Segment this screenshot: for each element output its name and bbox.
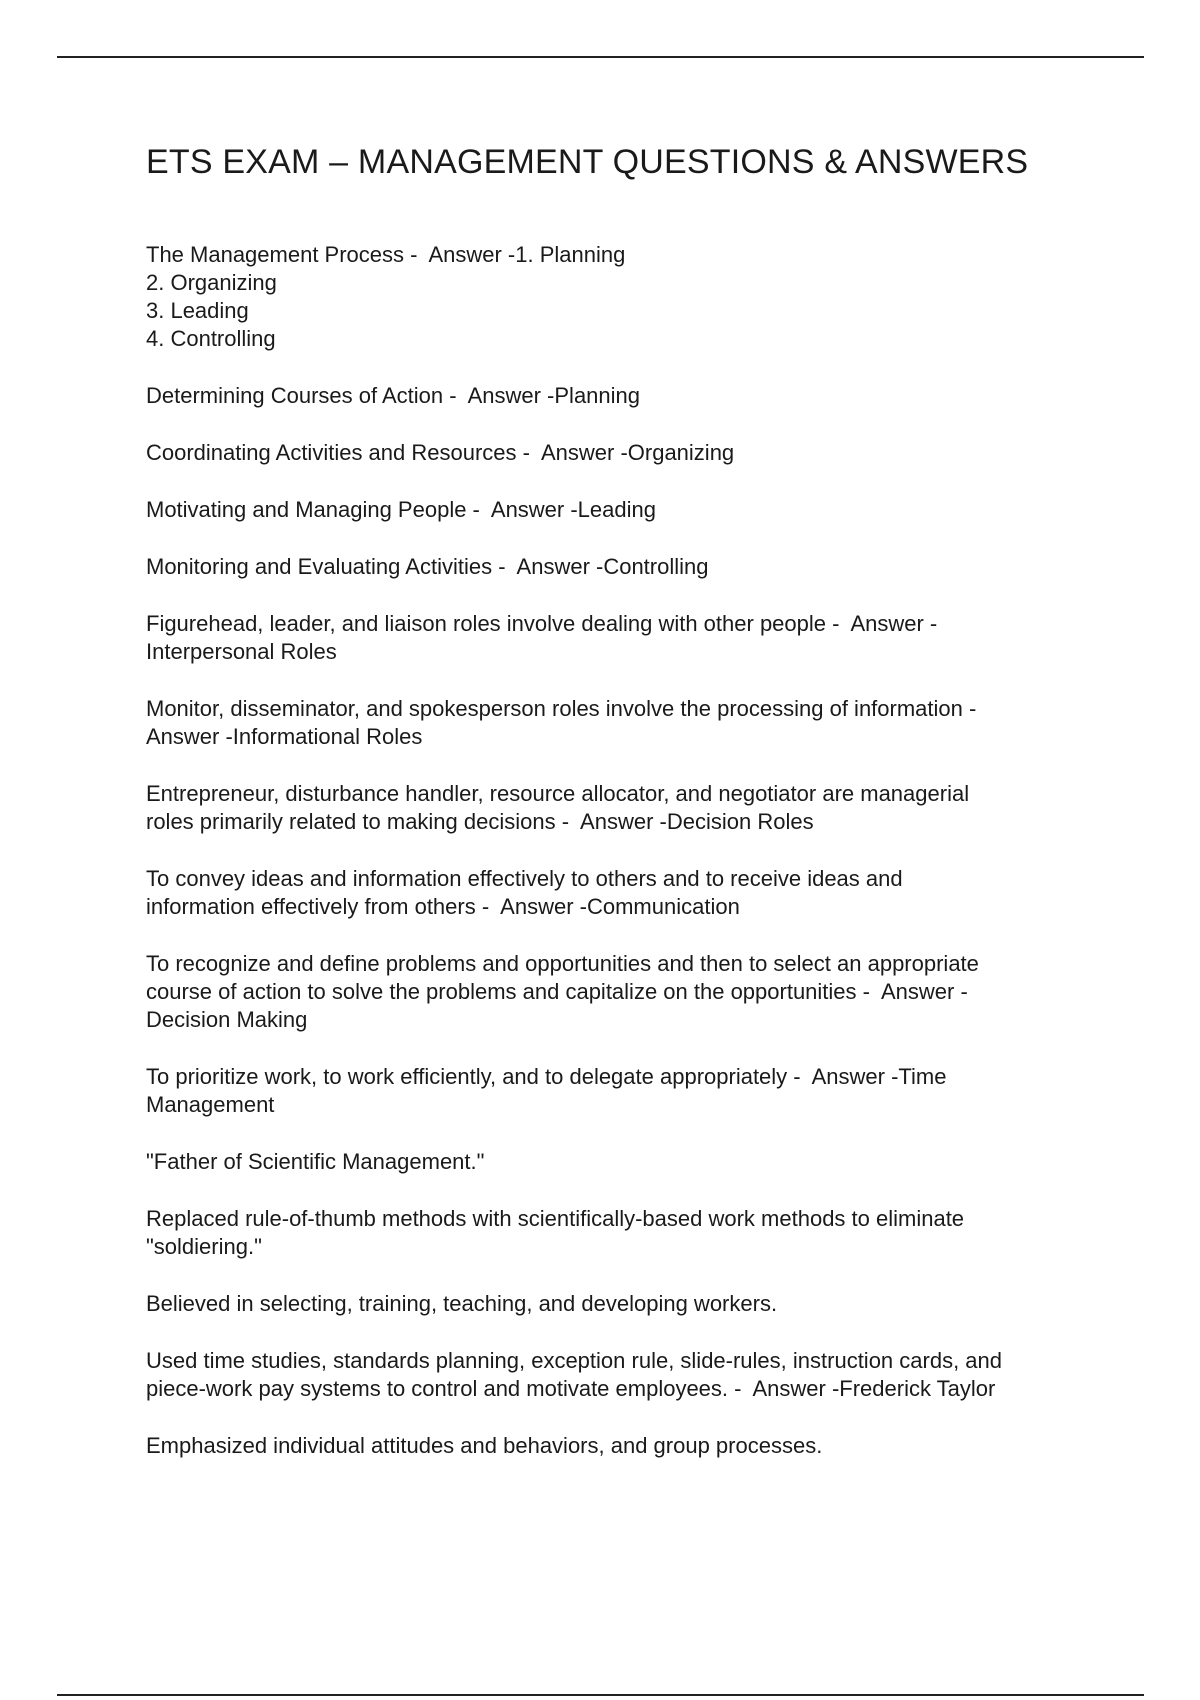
document-title: ETS EXAM – MANAGEMENT QUESTIONS & ANSWERS xyxy=(146,143,1029,181)
qa-item: Entrepreneur, disturbance handler, resource allocator, and negotiator are managerial roles primarily related to making decisions - Answer -Decision Roles xyxy=(146,781,970,834)
qa-item: To recognize and define problems and opportunities and then to select an appropriate course of action to solve the problems and capitalize on the opportunities - Answer - Decision Making xyxy=(146,951,979,1032)
qa-item: Monitoring and Evaluating Activities - Answer -Controlling xyxy=(146,554,709,579)
qa-item: Replaced rule-of-thumb methods with scientifically-based work methods to eliminate "soldiering." xyxy=(146,1206,965,1259)
qa-item: Monitor, disseminator, and spokesperson roles involve the processing of information - Answer -Informational Roles xyxy=(146,696,977,749)
qa-item: Figurehead, leader, and liaison roles involve dealing with other people - Answer - Interpersonal Roles xyxy=(146,611,938,664)
qa-item: The Management Process - Answer -1. Planning 2. Organizing 3. Leading 4. Controlling xyxy=(146,242,626,351)
qa-item: Believed in selecting, training, teaching, and developing workers. xyxy=(146,1291,778,1316)
qa-item: Emphasized individual attitudes and behaviors, and group processes. xyxy=(146,1433,823,1458)
qa-item: Determining Courses of Action - Answer -Planning xyxy=(146,383,641,408)
qa-item: To convey ideas and information effectively to others and to receive ideas and information effectively from others - Answer -Communication xyxy=(146,866,903,919)
footer-rule xyxy=(57,1694,1144,1696)
header-rule xyxy=(57,56,1144,58)
qa-item: "Father of Scientific Management." xyxy=(146,1149,485,1174)
qa-list xyxy=(146,241,1106,1460)
qa-item: To prioritize work, to work efficiently, and to delegate appropriately - Answer -Time Management xyxy=(146,1064,947,1117)
document-body xyxy=(146,140,1106,1489)
qa-item: Coordinating Activities and Resources - Answer -Organizing xyxy=(146,440,735,465)
qa-item: Used time studies, standards planning, exception rule, slide-rules, instruction cards, and piece-work pay systems to control and motivate employees. - Answer -Frederick Taylor xyxy=(146,1348,1003,1401)
qa-item: Motivating and Managing People - Answer -Leading xyxy=(146,497,656,522)
